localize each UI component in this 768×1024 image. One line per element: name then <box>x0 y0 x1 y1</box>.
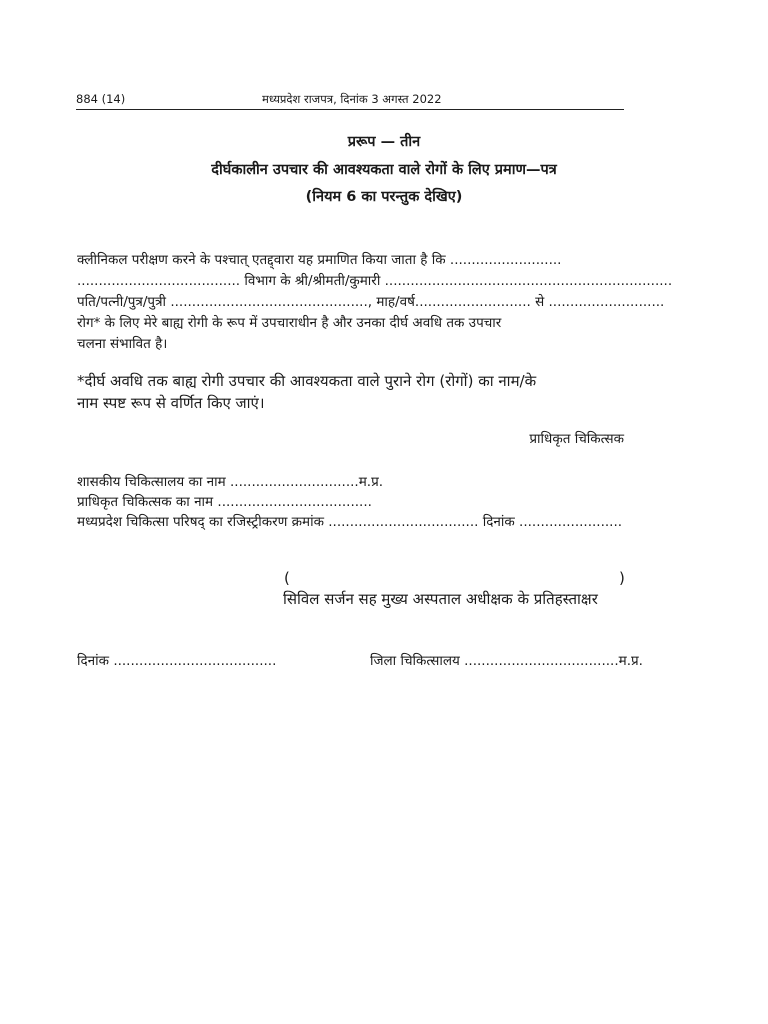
countersign-label: सिविल सर्जन सह मुख्य अस्पताल अधीक्षक के प्रतिहस्ताक्षर <box>283 590 598 608</box>
form-label: प्ररूप — तीन <box>347 134 421 150</box>
certificate-line-1: क्लीनिकल परीक्षण करने के पश्चात् एतद्द्वारा यह प्रमाणित किया जाता है कि .......................... <box>77 252 562 268</box>
signatory-label: प्राधिकृत चिकित्सक <box>529 431 624 447</box>
certificate-line-2: ...................................... विभाग के श्री/श्रीमती/कुमारी ................................................................... <box>77 273 673 289</box>
header-rule <box>76 109 624 110</box>
note-line-1: *दीर्घ अवधि तक बाह्य रोगी उपचार की आवश्यकता वाले पुराने रोग (रोगों) का नाम/के <box>77 372 537 390</box>
form-title: दीर्घकालीन उपचार की आवश्यकता वाले रोगों के लिए प्रमाण—पत्र <box>211 162 557 178</box>
countersign-open-paren: ( <box>284 569 290 587</box>
footer-district-hospital: जिला चिकित्सालय ....................................म.प्र. <box>370 653 643 669</box>
certificate-line-4: रोग* के लिए मेरे बाह्य रोगी के रूप में उपचाराधीन है और उनका दीर्घ अवधि तक उपचार <box>77 315 502 331</box>
certificate-line-5: चलना संभावित है। <box>77 336 168 352</box>
hospital-name-field: शासकीय चिकित्सालय का नाम ..............................म.प्र. <box>77 474 384 490</box>
countersign-close-paren: ) <box>619 569 625 587</box>
form-subtitle: (नियम 6 का परन्तुक देखिए) <box>305 189 463 205</box>
registration-field: मध्यप्रदेश चिकित्सा परिषद् का रजिस्ट्रीकरण क्रमांक ................................... दिनांक ........................ <box>77 514 623 530</box>
footer-date: दिनांक ...................................... <box>77 653 277 669</box>
doctor-name-field: प्राधिकृत चिकित्सक का नाम .................................... <box>77 494 372 510</box>
gazette-header: मध्यप्रदेश राजपत्र, दिनांक 3 अगस्त 2022 <box>262 92 442 106</box>
certificate-line-3: पति/पत्नी/पुत्र/पुत्री .............................................., माह/वर्ष........................... से ........................... <box>77 294 665 310</box>
page-number: 884 (14) <box>76 92 126 106</box>
note-line-2: नाम स्पष्ट रूप से वर्णित किए जाएं। <box>77 394 265 412</box>
